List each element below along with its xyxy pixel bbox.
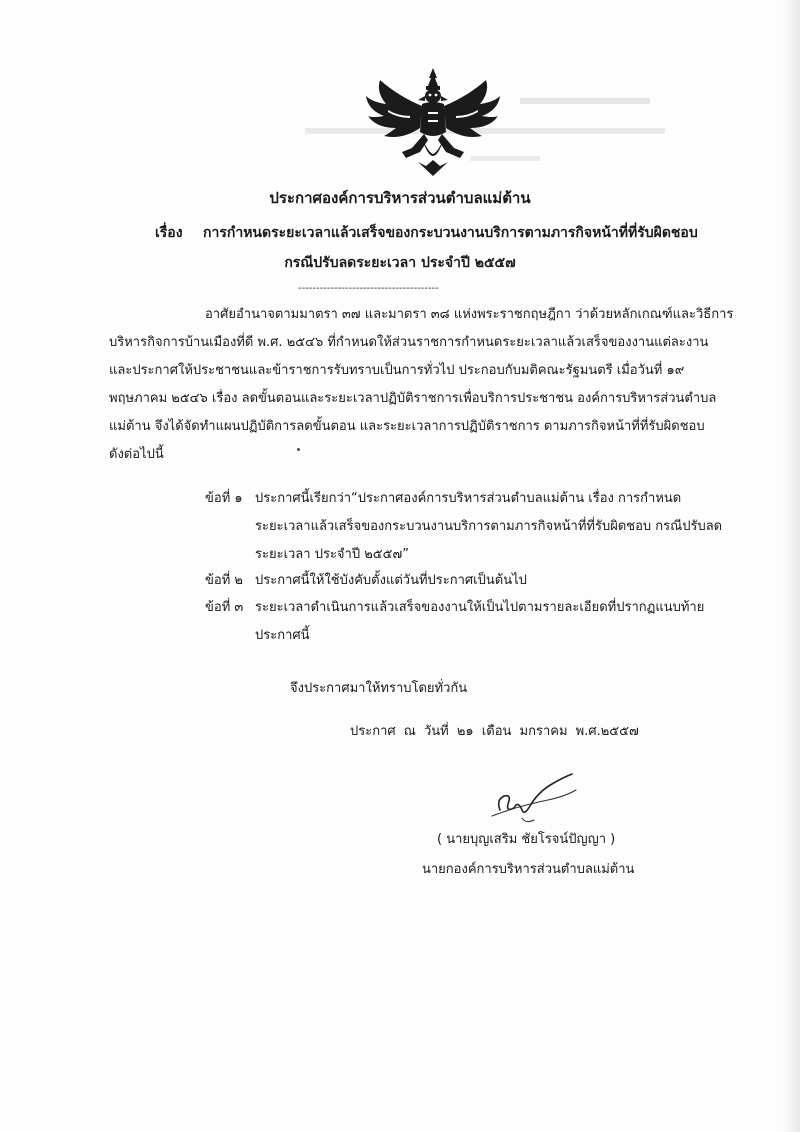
subject-label: เรื่อง (155, 225, 183, 241)
body-line: พฤษภาคม ๒๕๔๖ เรื่อง ลดขั้นตอนและระยะเวลาปฏิบัติราชการเพื่อบริการประชาชน องค์การบริหารส่วนตำบล (109, 391, 717, 406)
clause-text: ประกาศนี้ (255, 628, 310, 643)
subject-continuation: กรณีปรับลดระยะเวลา ประจำปี ๒๕๕๗ (284, 255, 516, 271)
page-edge-shadow (782, 0, 800, 1132)
announcement-title: ประกาศองค์การบริหารส่วนตำบลแม่ต้าน (269, 189, 531, 207)
body-line: อาศัยอำนาจตามมาตรา ๓๗ และมาตรา ๓๘ แห่งพระราชกฤษฎีกา ว่าด้วยหลักเกณฑ์และวิธีการ (205, 307, 734, 322)
bleed-through-mark (520, 98, 650, 104)
stray-dot (297, 448, 300, 451)
handwritten-signature (478, 770, 588, 830)
clause-number: ข้อที่ ๒ (205, 573, 243, 588)
clause-number: ข้อที่ ๑ (205, 491, 243, 506)
clause-text: ประกาศนี้ให้ใช้บังคับตั้งแต่วันที่ประกาศเป็นต้นไป (255, 573, 527, 588)
signer-title: นายกองค์การบริหารส่วนตำบลแม่ต้าน (422, 862, 635, 877)
body-line: แม่ต้าน จึงได้จัดทำแผนปฏิบัติการลดขั้นตอน และระยะเวลาการปฏิบัติราชการ ตามภารกิจหน้าที่ที่รับผิดชอบ (109, 419, 705, 434)
body-line: และประกาศให้ประชาชนและข้าราชการรับทราบเป็นการทั่วไป ประกอบกับมติคณะรัฐมนตรี เมื่อวันที่ ๑๙ (109, 363, 685, 378)
clause-text: ระยะเวลา ประจำปี ๒๕๕๗” (255, 547, 409, 562)
clause-text: ระยะเวลาดำเนินการแล้วเสร็จของงานให้เป็นไปตามรายละเอียดที่ปรากฏแนบท้าย (255, 600, 705, 615)
garuda-emblem-icon (358, 66, 508, 178)
clause-number: ข้อที่ ๓ (205, 600, 244, 615)
announcement-date: ประกาศ ณ วันที่ ๒๑ เดือน มกราคม พ.ศ.๒๕๕๗ (350, 724, 639, 739)
signer-name: ( นายบุญเสริม ชัยโรจน์ปัญญา ) (437, 832, 616, 847)
body-line: บริหารกิจการบ้านเมืองที่ดี พ.ศ. ๒๕๔๖ ที่กำหนดให้ส่วนราชการกำหนดระยะเวลาแล้วเสร็จของงานแต่ละงาน (109, 335, 709, 350)
divider-line: --------------------------------------- (298, 283, 439, 294)
subject-text: การกำหนดระยะเวลาแล้วเสร็จของกระบวนงานบริการตามภารกิจหน้าที่ที่รับผิดชอบ (203, 225, 698, 241)
subject-line (155, 222, 698, 244)
clause-text: ประกาศนี้เรียกว่า“ประกาศองค์การบริหารส่วนตำบลแม่ต้าน เรื่อง การกำหนด (255, 491, 682, 506)
body-line: ดังต่อไปนี้ (109, 447, 164, 462)
clause-text: ระยะเวลาแล้วเสร็จของกระบวนงานบริการตามภารกิจหน้าที่ที่รับผิดชอบ กรณีปรับลด (255, 519, 723, 534)
closing-statement: จึงประกาศมาให้ทราบโดยทั่วกัน (290, 681, 468, 696)
